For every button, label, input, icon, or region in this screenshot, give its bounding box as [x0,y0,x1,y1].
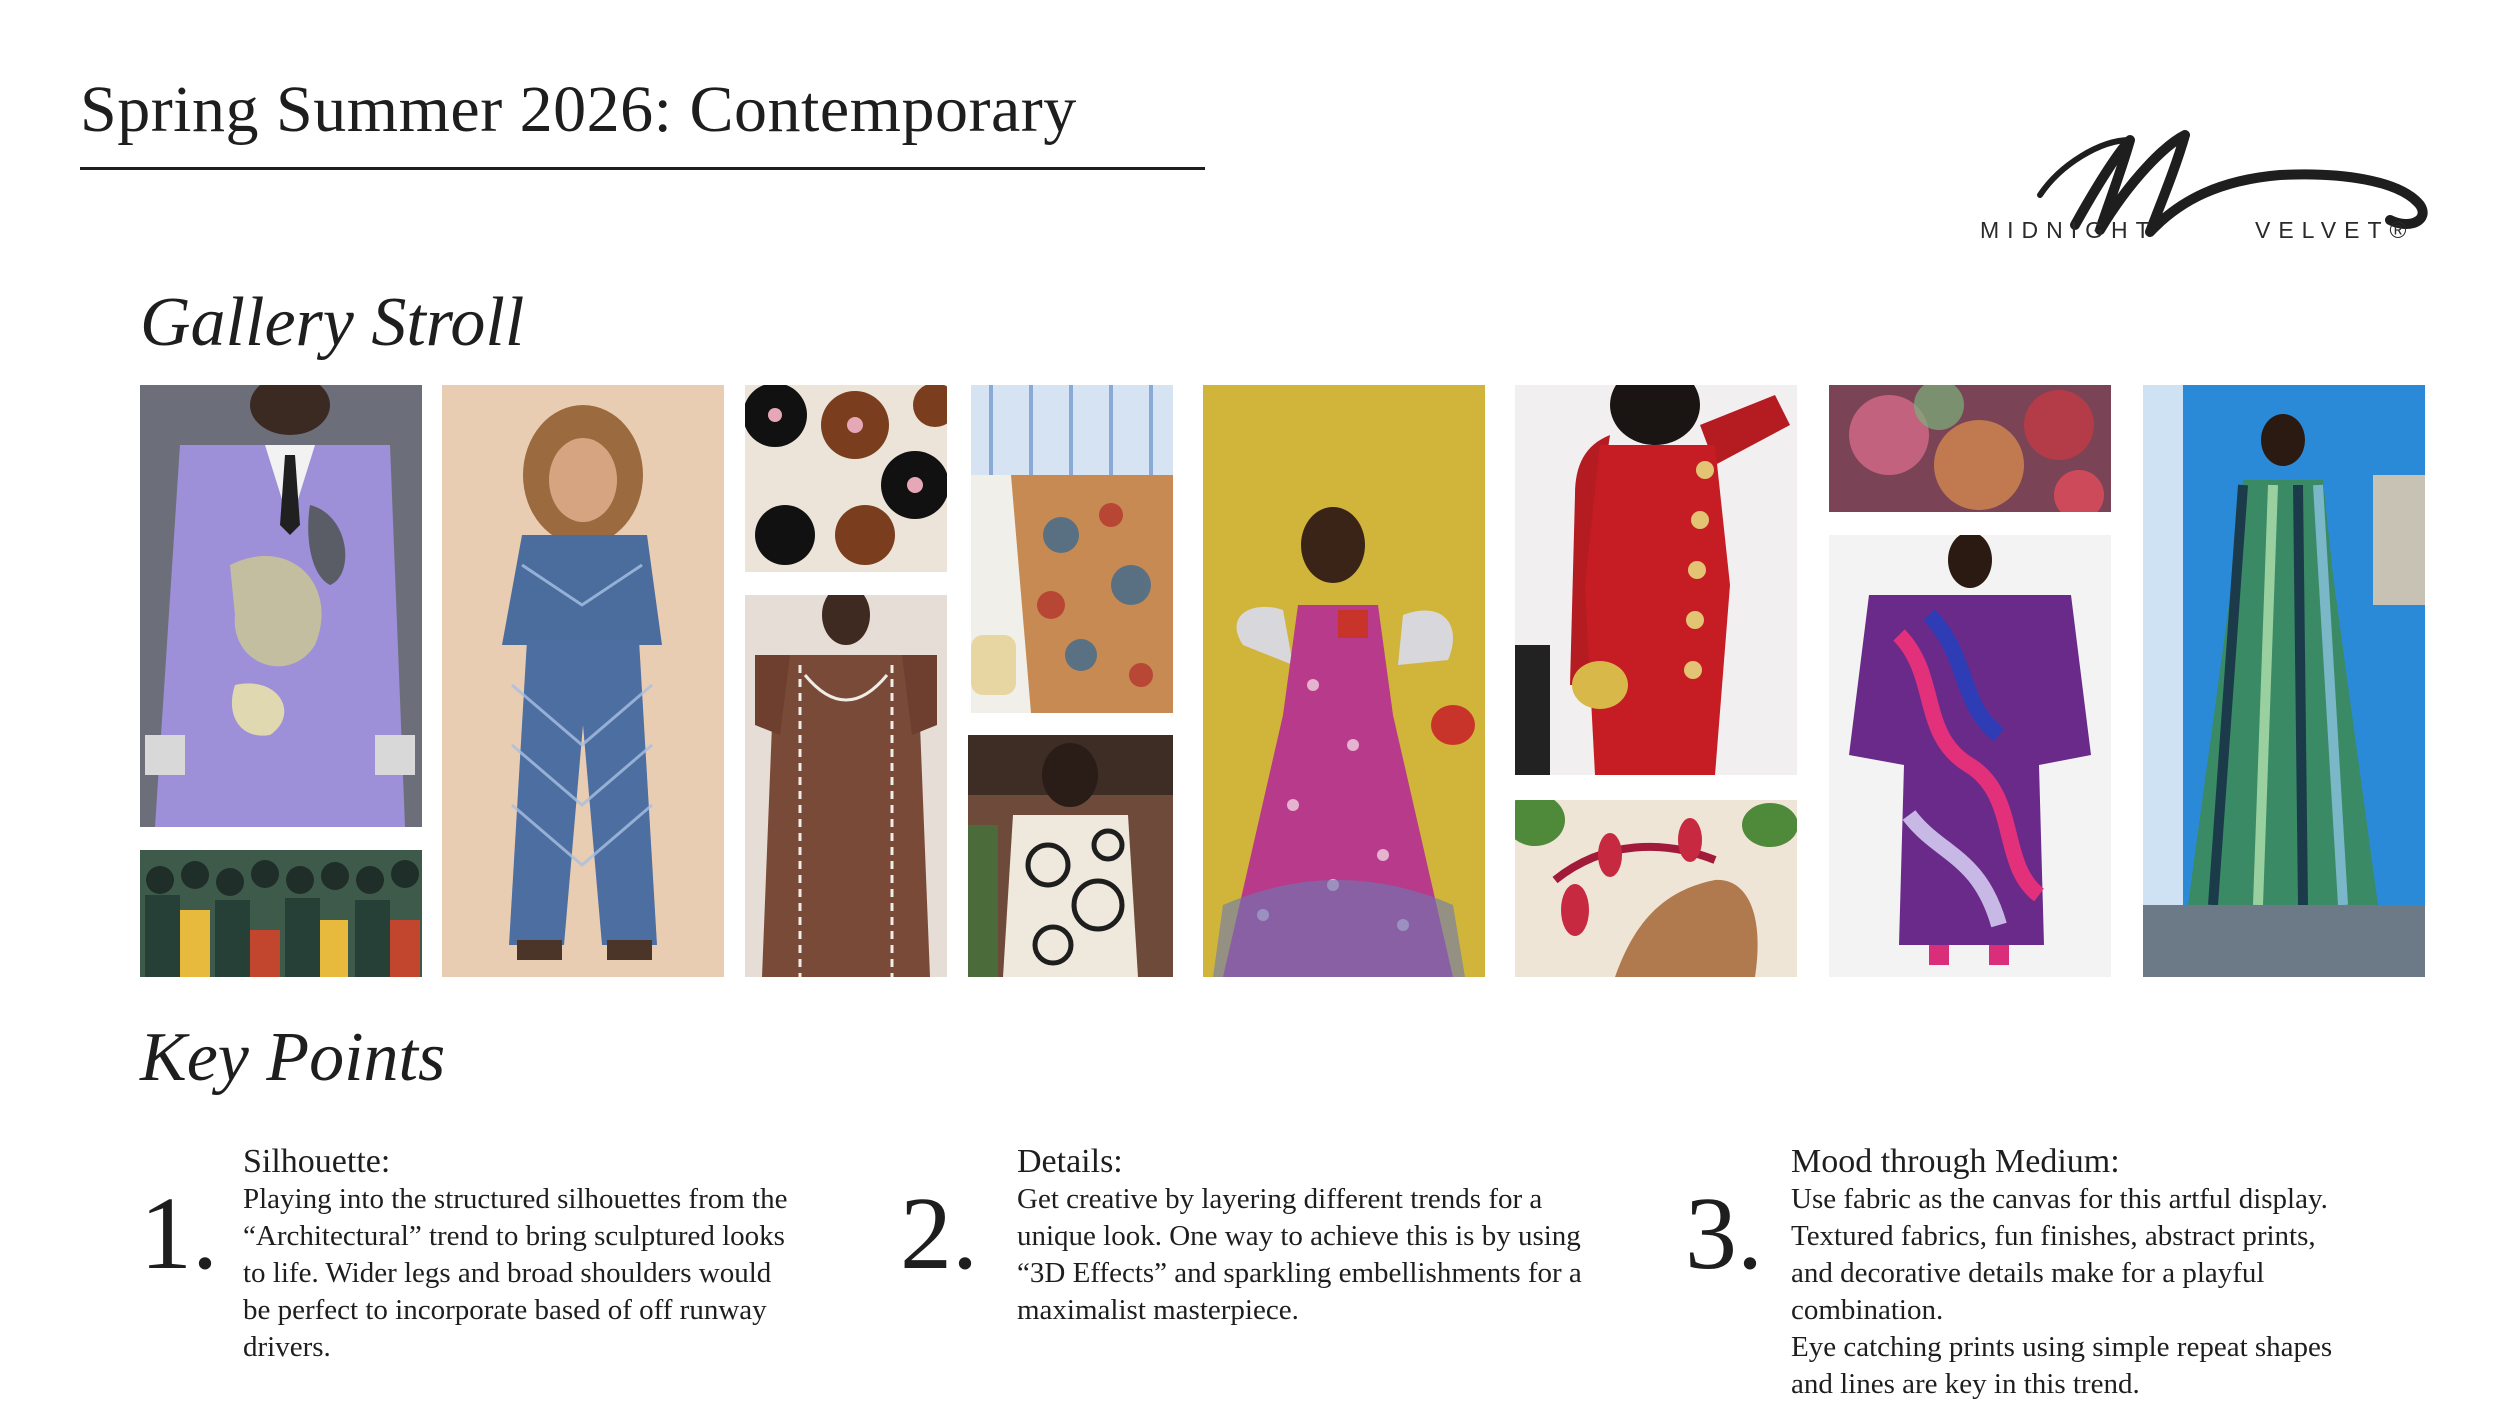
title-underline [80,167,1205,170]
gallery-heading: Gallery Stroll [140,284,525,361]
abstract-floral-painting-swatch [1829,385,2111,512]
striped-tiered-dress-photo [2143,385,2425,977]
botanical-painting-swatch [1515,800,1797,977]
crowd-painting-swatch [140,850,422,977]
logo-word-midnight: MIDNIGHT [1980,217,2158,243]
point-1-line: “Architectural” trend to bring sculptured looks [243,1220,785,1252]
point-3-line: Textured fabrics, fun finishes, abstract prints, [1791,1220,2316,1252]
point-3-line: and lines are key in this trend. [1791,1368,2140,1400]
point-number-1: 1. [140,1176,218,1291]
point-title-details: Details: [1017,1143,1123,1180]
red-button-dress-photo [1515,385,1797,775]
point-1-line: be perfect to incorporate based of off runway [243,1294,767,1326]
brown-scalloped-dress-photo [745,595,947,977]
purple-painted-suit-photo [140,385,422,827]
point-body-details [1017,1181,1697,1329]
point-title-mood-through-medium: Mood through Medium: [1791,1143,2120,1180]
point-body-mood-through-medium [1791,1181,2431,1403]
point-2-line: Get creative by layering different trends for a [1017,1183,1543,1215]
blue-diamond-denim-set-photo [442,385,724,977]
puff-sleeve-sequin-gown-photo [1203,385,1485,977]
point-3-line: combination. [1791,1294,1944,1326]
point-number-3: 3. [1685,1176,1763,1291]
swirl-kaftan-photo [1829,535,2111,977]
point-2-line: maximalist masterpiece. [1017,1294,1299,1326]
key-points-heading: Key Points [140,1019,446,1096]
point-2-line: “3D Effects” and sparkling embellishments for a [1017,1257,1582,1289]
point-3-line: Eye catching prints using simple repeat shapes [1791,1331,2333,1363]
swirl-print-dress-photo [968,735,1173,977]
brown-floral-print-swatch [745,385,947,572]
point-1-line: Playing into the structured silhouettes from the [243,1183,788,1215]
brand-logo [1980,120,2440,250]
point-3-line: Use fabric as the canvas for this artful display. [1791,1183,2328,1215]
page-title: Spring Summer 2026: Contemporary [80,73,1077,146]
point-2-line: unique look. One way to achieve this is by using [1017,1220,1581,1252]
paisley-pants-photo [971,385,1173,713]
point-1-line: to life. Wider legs and broad shoulders would [243,1257,772,1289]
point-body-silhouette [243,1181,893,1366]
point-number-2: 2. [900,1176,978,1291]
logo-word-velvet: VELVET® [2255,217,2415,243]
point-title-silhouette: Silhouette: [243,1143,391,1180]
point-1-line: drivers. [243,1331,331,1363]
point-3-line: and decorative details make for a playful [1791,1257,2265,1289]
